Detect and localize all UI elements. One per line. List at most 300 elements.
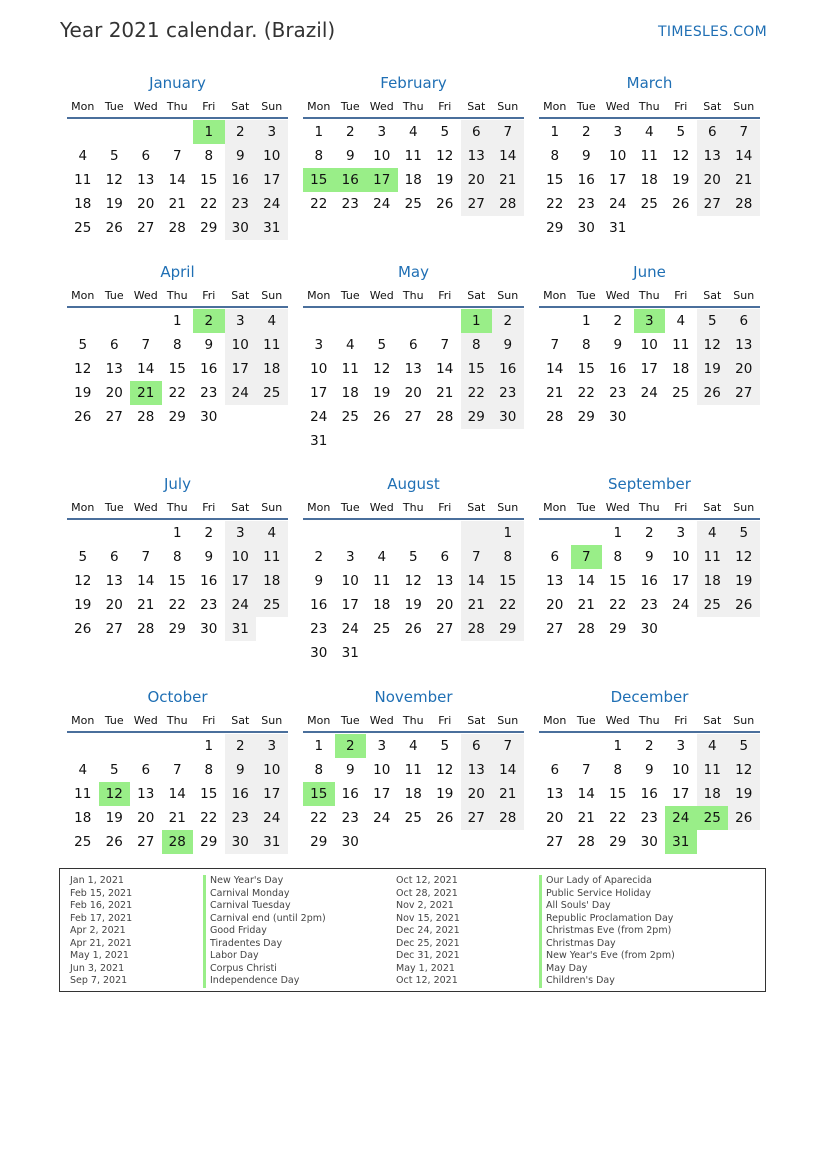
day-cell: 20	[436, 597, 454, 613]
holiday-day-cell: 16	[335, 168, 367, 192]
day-cell: 8	[172, 337, 182, 353]
weekday-label: Mon	[71, 500, 95, 514]
day-cell: 17	[672, 573, 690, 589]
day-cell: 8	[314, 762, 324, 778]
day-cell: 23	[200, 385, 218, 401]
holiday-day-cell: 15	[303, 782, 335, 806]
weekday-header	[539, 709, 760, 733]
day-cell: 2	[225, 120, 257, 144]
legend-holiday-date: May 1, 2021	[70, 950, 129, 961]
day-cell: 8	[172, 549, 182, 565]
empty-day-cell	[67, 734, 99, 758]
month-name: January	[149, 74, 206, 92]
legend-holiday-date: Jan 1, 2021	[70, 875, 124, 886]
day-cell: 17	[225, 569, 257, 593]
day-cell: 30	[640, 621, 658, 637]
empty-day-cell	[728, 830, 760, 854]
day-grid	[67, 734, 288, 854]
day-cell: 2	[613, 313, 623, 329]
day-cell: 19	[105, 196, 123, 212]
day-cell: 12	[728, 545, 760, 569]
day-cell: 10	[310, 361, 328, 377]
weekday-label: Sun	[497, 713, 519, 727]
day-cell: 12	[697, 333, 729, 357]
day-cell: 22	[461, 381, 493, 405]
weekday-label: Sat	[231, 500, 250, 514]
day-cell: 10	[373, 148, 391, 164]
day-cell: 18	[672, 361, 690, 377]
day-grid	[539, 521, 760, 641]
day-cell: 2	[345, 124, 355, 140]
day-cell: 22	[168, 597, 186, 613]
day-cell: 11	[404, 148, 422, 164]
day-cell: 7	[172, 148, 182, 164]
legend-holiday-date: Nov 15, 2021	[396, 912, 460, 924]
day-cell: 14	[461, 569, 493, 593]
day-cell: 15	[492, 569, 524, 593]
day-cell: 7	[492, 120, 524, 144]
day-cell: 30	[492, 405, 524, 429]
day-cell: 6	[550, 762, 560, 778]
day-cell: 13	[105, 361, 123, 377]
day-cell: 24	[672, 597, 690, 613]
day-cell: 28	[137, 409, 155, 425]
day-cell: 3	[225, 521, 257, 545]
day-cell: 26	[436, 196, 454, 212]
day-cell: 20	[137, 810, 155, 826]
day-cell: 29	[546, 220, 564, 236]
month-name: November	[374, 688, 453, 706]
day-cell: 5	[377, 337, 387, 353]
day-cell: 22	[200, 196, 218, 212]
day-cell: 28	[577, 621, 595, 637]
day-cell: 19	[672, 172, 690, 188]
empty-day-cell	[162, 734, 194, 758]
weekday-label: Mon	[71, 99, 95, 113]
weekday-label: Sun	[497, 288, 519, 302]
month-name: July	[164, 475, 191, 493]
weekday-label: Sat	[467, 500, 486, 514]
day-cell: 9	[345, 762, 355, 778]
day-cell: 9	[492, 333, 524, 357]
empty-day-cell	[256, 405, 288, 429]
day-cell: 4	[256, 521, 288, 545]
day-cell: 6	[109, 549, 119, 565]
day-cell: 5	[728, 734, 760, 758]
day-cell: 4	[644, 124, 654, 140]
month-name: December	[610, 688, 689, 706]
day-cell: 25	[404, 196, 422, 212]
holiday-day-cell: 1	[461, 309, 493, 333]
day-cell: 14	[168, 172, 186, 188]
empty-day-cell	[335, 429, 367, 453]
day-cell: 23	[200, 597, 218, 613]
weekday-label: Sun	[733, 713, 755, 727]
day-cell: 27	[137, 220, 155, 236]
holiday-day-cell: 17	[366, 168, 398, 192]
day-grid	[67, 309, 288, 429]
month-november	[303, 685, 524, 854]
day-cell: 26	[672, 196, 690, 212]
empty-day-cell	[99, 120, 131, 144]
month-february	[303, 71, 524, 216]
day-cell: 20	[697, 168, 729, 192]
day-cell: 18	[256, 569, 288, 593]
day-cell: 4	[377, 549, 387, 565]
day-cell: 26	[105, 834, 123, 850]
day-cell: 27	[728, 381, 760, 405]
day-cell: 18	[640, 172, 658, 188]
day-cell: 11	[256, 545, 288, 569]
weekday-label: Wed	[133, 713, 158, 727]
day-cell: 29	[577, 409, 595, 425]
day-cell: 12	[672, 148, 690, 164]
legend-holiday-date: Oct 12, 2021	[396, 875, 458, 886]
day-cell: 27	[461, 192, 493, 216]
weekday-label: Sat	[703, 713, 722, 727]
day-cell: 18	[74, 810, 92, 826]
day-cell: 19	[436, 172, 454, 188]
day-cell: 19	[697, 357, 729, 381]
day-cell: 5	[697, 309, 729, 333]
day-cell: 31	[609, 220, 627, 236]
day-cell: 20	[546, 597, 564, 613]
day-cell: 8	[314, 148, 324, 164]
empty-day-cell	[130, 120, 162, 144]
weekday-header	[539, 95, 760, 119]
month-may	[303, 260, 524, 453]
day-cell: 24	[225, 381, 257, 405]
day-cell: 22	[200, 810, 218, 826]
day-cell: 6	[408, 337, 418, 353]
day-cell: 16	[640, 786, 658, 802]
day-cell: 4	[676, 313, 686, 329]
day-cell: 2	[492, 309, 524, 333]
holiday-day-cell: 24	[665, 806, 697, 830]
day-cell: 23	[310, 621, 328, 637]
day-grid	[67, 120, 288, 240]
day-cell: 6	[141, 148, 151, 164]
day-cell: 13	[546, 573, 564, 589]
day-cell: 31	[256, 830, 288, 854]
day-cell: 8	[613, 762, 623, 778]
day-cell: 27	[404, 409, 422, 425]
month-name: February	[380, 74, 447, 92]
day-grid	[539, 309, 760, 429]
day-cell: 11	[74, 172, 92, 188]
day-cell: 2	[204, 525, 214, 541]
day-cell: 11	[697, 758, 729, 782]
day-cell: 24	[256, 806, 288, 830]
empty-day-cell	[461, 429, 493, 453]
empty-day-cell	[162, 120, 194, 144]
day-cell: 12	[404, 573, 422, 589]
day-cell: 8	[492, 545, 524, 569]
day-cell: 17	[373, 786, 391, 802]
weekday-label: Sun	[733, 288, 755, 302]
day-cell: 10	[256, 758, 288, 782]
weekday-label: Fri	[202, 713, 216, 727]
day-cell: 30	[225, 216, 257, 240]
day-cell: 28	[461, 617, 493, 641]
legend-holiday-date: Oct 12, 2021	[396, 975, 458, 986]
day-cell: 15	[577, 361, 595, 377]
day-cell: 21	[492, 168, 524, 192]
month-september	[539, 472, 760, 641]
weekday-header	[67, 95, 288, 119]
day-cell: 25	[256, 593, 288, 617]
day-cell: 13	[436, 573, 454, 589]
weekday-label: Wed	[605, 288, 630, 302]
weekday-label: Thu	[638, 500, 660, 514]
day-cell: 6	[109, 337, 119, 353]
day-cell: 19	[373, 385, 391, 401]
day-grid	[303, 521, 524, 665]
empty-day-cell	[99, 521, 131, 545]
day-cell: 1	[550, 124, 560, 140]
empty-day-cell	[461, 521, 493, 545]
empty-day-cell	[398, 830, 430, 854]
day-cell: 20	[404, 385, 422, 401]
day-cell: 8	[204, 762, 214, 778]
empty-day-cell	[634, 216, 666, 240]
day-cell: 18	[404, 172, 422, 188]
day-cell: 14	[492, 758, 524, 782]
weekday-label: Tue	[340, 99, 360, 113]
day-cell: 29	[200, 220, 218, 236]
day-cell: 13	[728, 333, 760, 357]
holiday-day-cell: 12	[99, 782, 131, 806]
legend-holiday-date: Dec 25, 2021	[396, 937, 460, 949]
weekday-header	[539, 284, 760, 308]
month-name: May	[397, 263, 429, 281]
day-cell: 29	[310, 834, 328, 850]
day-cell: 21	[436, 385, 454, 401]
day-cell: 9	[225, 144, 257, 168]
day-cell: 18	[256, 357, 288, 381]
month-name: April	[160, 263, 195, 281]
weekday-label: Fri	[674, 99, 688, 113]
month-august	[303, 472, 524, 665]
day-cell: 28	[492, 192, 524, 216]
month-name: October	[147, 688, 208, 706]
month-january	[67, 71, 288, 240]
empty-day-cell	[728, 216, 760, 240]
day-cell: 16	[341, 786, 359, 802]
legend-holiday-name: Children's Day	[539, 975, 675, 988]
day-cell: 21	[577, 597, 595, 613]
day-cell: 25	[640, 196, 658, 212]
day-cell: 21	[546, 385, 564, 401]
weekday-label: Mon	[71, 713, 95, 727]
weekday-label: Mon	[307, 288, 331, 302]
day-cell: 14	[168, 786, 186, 802]
weekday-label: Thu	[166, 288, 188, 302]
day-cell: 23	[640, 597, 658, 613]
day-cell: 22	[168, 385, 186, 401]
weekday-label: Mon	[543, 500, 567, 514]
empty-day-cell	[539, 309, 571, 333]
legend-holiday-name: Carnival Monday	[203, 888, 326, 901]
day-cell: 16	[225, 168, 257, 192]
day-cell: 6	[697, 120, 729, 144]
day-cell: 28	[728, 192, 760, 216]
day-cell: 8	[581, 337, 591, 353]
legend-holiday-name: Independence Day	[203, 975, 326, 988]
day-cell: 30	[200, 621, 218, 637]
day-cell: 5	[440, 124, 450, 140]
weekday-header	[539, 496, 760, 520]
empty-day-cell	[303, 521, 335, 545]
legend-holiday-name: Our Lady of Aparecida	[539, 875, 675, 888]
day-cell: 26	[105, 220, 123, 236]
day-cell: 30	[225, 830, 257, 854]
empty-day-cell	[99, 734, 131, 758]
legend-holiday-date: Oct 28, 2021	[396, 887, 458, 899]
day-cell: 6	[728, 309, 760, 333]
weekday-label: Tue	[104, 288, 124, 302]
month-april	[67, 260, 288, 429]
brand-link[interactable]: TIMESLES.COM	[658, 24, 767, 40]
empty-day-cell	[67, 120, 99, 144]
day-cell: 24	[341, 621, 359, 637]
day-cell: 15	[200, 172, 218, 188]
day-cell: 21	[728, 168, 760, 192]
day-cell: 22	[310, 196, 328, 212]
day-cell: 10	[256, 144, 288, 168]
day-cell: 10	[672, 762, 690, 778]
day-cell: 20	[546, 810, 564, 826]
weekday-label: Sat	[467, 713, 486, 727]
empty-day-cell	[256, 617, 288, 641]
day-cell: 16	[225, 782, 257, 806]
day-cell: 24	[310, 409, 328, 425]
day-cell: 16	[310, 597, 328, 613]
day-cell: 24	[373, 196, 391, 212]
day-cell: 26	[436, 810, 454, 826]
day-cell: 9	[581, 148, 591, 164]
day-cell: 30	[200, 409, 218, 425]
weekday-label: Thu	[638, 99, 660, 113]
empty-day-cell	[366, 429, 398, 453]
day-cell: 7	[172, 762, 182, 778]
day-cell: 4	[408, 124, 418, 140]
weekday-label: Fri	[202, 99, 216, 113]
day-cell: 6	[141, 762, 151, 778]
day-cell: 12	[74, 573, 92, 589]
day-grid	[303, 309, 524, 453]
empty-day-cell	[461, 641, 493, 665]
day-cell: 24	[373, 810, 391, 826]
legend-holiday-date: Dec 31, 2021	[396, 950, 460, 961]
day-grid	[67, 521, 288, 641]
day-cell: 25	[697, 593, 729, 617]
legend-holiday-name: May Day	[539, 963, 675, 976]
day-cell: 25	[256, 381, 288, 405]
holiday-day-cell: 1	[193, 120, 225, 144]
day-cell: 8	[550, 148, 560, 164]
weekday-label: Thu	[166, 500, 188, 514]
weekday-label: Thu	[638, 713, 660, 727]
page-title: Year 2021 calendar. (Brazil)	[60, 18, 336, 42]
day-cell: 27	[137, 834, 155, 850]
day-cell: 4	[78, 762, 88, 778]
day-cell: 3	[256, 734, 288, 758]
day-cell: 3	[314, 337, 324, 353]
day-cell: 13	[461, 144, 493, 168]
day-cell: 9	[204, 337, 214, 353]
legend-holiday-date: Apr 2, 2021	[70, 925, 126, 936]
day-cell: 23	[609, 385, 627, 401]
weekday-label: Wed	[133, 99, 158, 113]
empty-day-cell	[728, 617, 760, 641]
day-cell: 21	[577, 810, 595, 826]
day-cell: 20	[728, 357, 760, 381]
day-cell: 18	[341, 385, 359, 401]
day-cell: 4	[345, 337, 355, 353]
day-cell: 14	[546, 361, 564, 377]
empty-day-cell	[335, 521, 367, 545]
day-cell: 1	[314, 124, 324, 140]
day-cell: 25	[672, 385, 690, 401]
weekday-label: Tue	[104, 99, 124, 113]
day-cell: 21	[168, 810, 186, 826]
day-cell: 1	[172, 525, 182, 541]
empty-day-cell	[398, 521, 430, 545]
day-cell: 29	[168, 409, 186, 425]
legend-holiday-name: Republic Proclamation Day	[539, 913, 675, 926]
weekday-label: Tue	[104, 713, 124, 727]
day-grid	[539, 120, 760, 240]
day-cell: 3	[256, 120, 288, 144]
day-cell: 2	[314, 549, 324, 565]
month-july	[67, 472, 288, 641]
empty-day-cell	[665, 405, 697, 429]
weekday-label: Fri	[202, 500, 216, 514]
day-cell: 21	[137, 597, 155, 613]
day-cell: 7	[461, 545, 493, 569]
holiday-day-cell: 2	[193, 309, 225, 333]
day-cell: 2	[644, 525, 654, 541]
empty-day-cell	[130, 734, 162, 758]
day-cell: 18	[373, 597, 391, 613]
day-cell: 24	[640, 385, 658, 401]
day-cell: 11	[341, 361, 359, 377]
day-cell: 8	[204, 148, 214, 164]
day-cell: 6	[461, 734, 493, 758]
empty-day-cell	[492, 641, 524, 665]
day-cell: 22	[577, 385, 595, 401]
legend-holiday-name: Christmas Day	[539, 938, 675, 951]
day-cell: 2	[644, 738, 654, 754]
month-october	[67, 685, 288, 854]
day-cell: 15	[168, 361, 186, 377]
legend-holiday-date: Feb 15, 2021	[70, 887, 133, 899]
day-cell: 6	[461, 120, 493, 144]
legend-holiday-date: Feb 16, 2021	[70, 900, 133, 911]
day-cell: 9	[314, 573, 324, 589]
weekday-label: Sat	[231, 288, 250, 302]
legend-holiday-name: Good Friday	[203, 925, 326, 938]
weekday-label: Tue	[340, 288, 360, 302]
weekday-label: Thu	[402, 500, 424, 514]
weekday-label: Tue	[340, 713, 360, 727]
day-cell: 9	[644, 762, 654, 778]
month-name: August	[387, 475, 440, 493]
empty-day-cell	[366, 641, 398, 665]
weekday-header	[303, 95, 524, 119]
holiday-day-cell: 2	[335, 734, 367, 758]
